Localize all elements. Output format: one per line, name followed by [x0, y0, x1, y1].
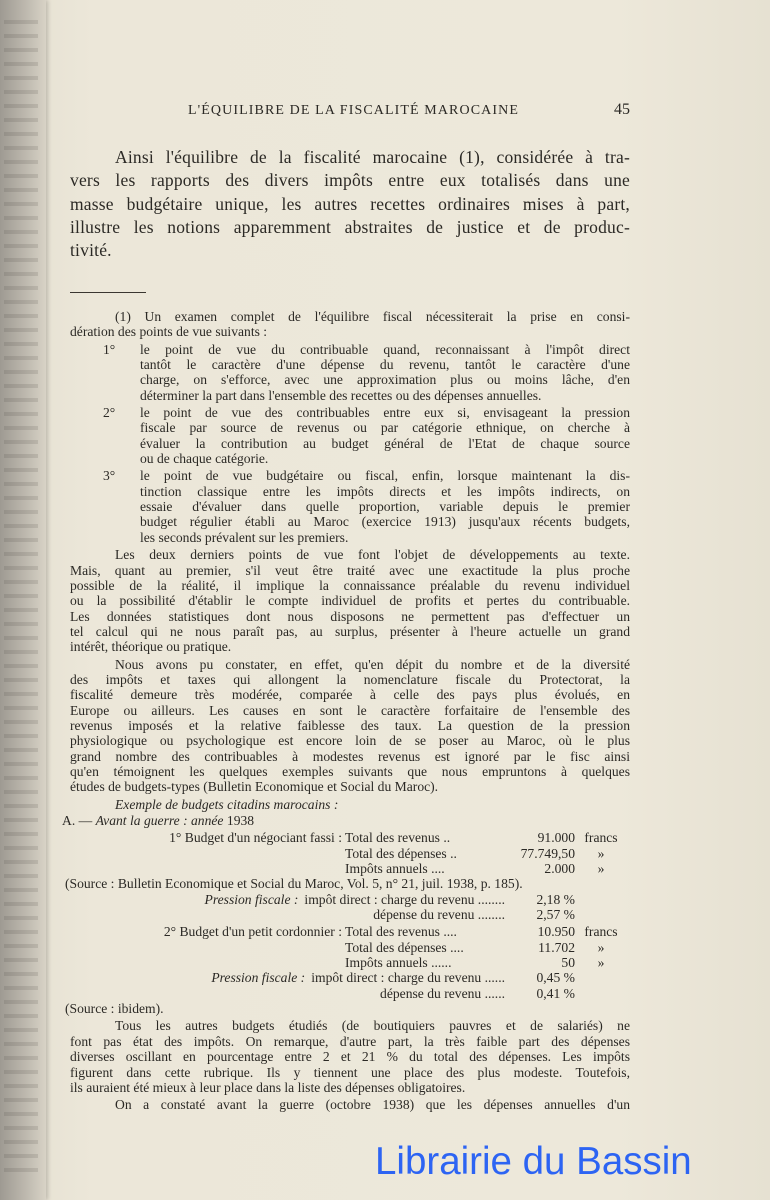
- budget-label: 1° Budget d'un négociant fassi :: [169, 830, 342, 846]
- pression-label: Pression fiscale :: [211, 970, 306, 986]
- text-line: dération des points de vue suivants :: [70, 324, 268, 340]
- text-line: font pas état des impôts. On remarque, d'autre part, la très faible part des dépenses: [70, 1033, 630, 1049]
- point-number: 1°: [103, 341, 116, 357]
- budget-label: [62, 940, 345, 955]
- row-description: Impôts annuels ....: [345, 861, 445, 877]
- budget-row: [62, 846, 627, 861]
- example-heading: [70, 797, 630, 812]
- row-description: Total des dépenses ..: [345, 845, 457, 861]
- text-line: fiscalité demeure très modérée, comparée à celle des pays plus évolués, en: [70, 687, 630, 703]
- text-line: diverses oscillant en pourcentage entre 2 et 21 % du total des dépenses. Les impôts: [70, 1049, 630, 1065]
- pression-value: 0,45 %: [536, 970, 575, 986]
- text-line: qu'en témoignent les quelques exemples suivants que nous empruntons à quelques: [70, 763, 630, 779]
- text-line: Les données statistiques dont nous disposons ne permettent pas d'effectuer un: [70, 608, 630, 624]
- footnote-rule: [70, 292, 146, 293]
- pression-description: [62, 907, 515, 922]
- paragraph: [70, 146, 630, 262]
- text-line: illustre les notions apparemment abstraites de justice et de produc-: [70, 216, 630, 237]
- budget-label: [62, 955, 345, 970]
- budget-row: [62, 940, 627, 955]
- row-unit: »: [597, 939, 605, 955]
- row-unit: francs: [584, 830, 618, 846]
- paragraph: [70, 547, 630, 654]
- row-value: 10.950: [537, 924, 575, 940]
- text-line: Nous avons pu constater, en effet, qu'en dépit du nombre et de la diversité: [115, 656, 630, 672]
- source-note: (Source : ibidem).: [65, 1001, 164, 1017]
- text-line: le point de vue du contribuable quand, reconnaissant à l'impôt direct: [140, 341, 630, 357]
- text-line: physiologique ou psychologique est encore loin de se poser au Maroc, où le plus: [70, 733, 630, 749]
- section-heading: [62, 813, 627, 828]
- text-line: les seconds prévalent sur les premiers.: [140, 529, 349, 545]
- text-line: possible de la réalité, il implique la connaissance préalable du revenu individuel: [70, 577, 630, 593]
- pression-label: Pression fiscale :: [204, 891, 299, 907]
- source-note: (Source : Bulletin Economique et Social du Maroc, Vol. 5, n° 21, juil. 1938, p. 185).: [65, 876, 523, 892]
- pression-text: impôt direct : charge du revenu ......: [311, 970, 505, 986]
- text-line: grand nombre des contribuables à modestes revenus est ignoré par le fisc ainsi: [70, 748, 630, 764]
- row-value: 91.000: [537, 830, 575, 846]
- row-unit: »: [597, 955, 605, 971]
- text-line: le point de vue budgétaire ou fiscal, enfin, lorsque maintenant la dis-: [140, 468, 630, 484]
- text-line: ou la possibilité d'établir le compte individuel de profits et pertes du contribuable.: [70, 593, 630, 609]
- watermark: Librairie du Bassin: [375, 1140, 692, 1183]
- section-title: Avant la guerre : année: [95, 813, 224, 828]
- text-line: tel calcul qui ne nous paraît pas, au surplus, présenter à l'heure actuelle un grand: [70, 623, 630, 639]
- text-line: déterminer la part dans l'ensemble des recettes ou des dépenses annuelles.: [140, 387, 542, 403]
- pression-row: [62, 986, 627, 1001]
- budget-row: [62, 830, 627, 845]
- row-value: 11.702: [538, 939, 575, 955]
- text-line: figurent dans cette rubrique. Ils y tiennent une place des plus modeste. Toutefois,: [70, 1064, 630, 1080]
- row-value: 2.000: [544, 861, 575, 877]
- pression-text: dépense du revenu ......: [380, 985, 505, 1001]
- pression-text: impôt direct : charge du revenu ........: [304, 891, 505, 907]
- text-line: vers les rapports des divers impôts entre eux totalisés dans une: [70, 170, 630, 191]
- row-value: 77.749,50: [520, 845, 575, 861]
- pression-text: dépense du revenu ........: [373, 907, 505, 923]
- section-prefix: A. —: [62, 813, 93, 828]
- example-heading-text: Exemple de budgets citadins marocains :: [115, 796, 339, 812]
- budget-examples-table: [62, 813, 627, 1016]
- text-line: intérêt, théorique ou pratique.: [70, 639, 232, 655]
- row-unit: »: [597, 845, 605, 861]
- budget-row: [62, 955, 627, 970]
- paragraph: [70, 1018, 630, 1095]
- row-description: Impôts annuels ......: [345, 955, 452, 971]
- text-line: tantôt le caractère d'une dépense du revenu, tantôt le caractère d'une: [140, 357, 630, 373]
- paragraph: [70, 1097, 630, 1112]
- budget-label: 2° Budget d'un petit cordonnier :: [163, 924, 342, 940]
- text-line: Mais, quant au premier, s'il veut être traité avec une exactitude la plus proche: [70, 562, 630, 578]
- text-line: charge, on s'efforce, avec une approximation plus ou moins lâche, d'en: [140, 372, 630, 388]
- budget-row: [62, 924, 627, 939]
- page-header: [70, 103, 630, 123]
- running-title: L'ÉQUILIBRE DE LA FISCALITÉ MAROCAINE: [188, 103, 519, 118]
- row-description: Total des revenus ....: [345, 924, 457, 940]
- text-line: revenus imposés et la relative faiblesse des taux. La question de la pression: [70, 717, 630, 733]
- text-line: budget régulier établi au Maroc (exercice 1913) jusqu'aux récents budgets,: [140, 514, 630, 530]
- budget-label: [62, 846, 345, 861]
- adjacent-page-edge: [0, 0, 46, 1200]
- row-description: Total des revenus ..: [345, 830, 451, 846]
- pression-value: 2,57 %: [536, 907, 575, 923]
- text-line: masse budgétaire unique, les autres recettes ordinaires mises à part,: [70, 193, 630, 214]
- text-line: évaluer la contribution au budget général de l'Etat de chaque source: [140, 435, 630, 451]
- text-line: On a constaté avant la guerre (octobre 1938) que les dépenses annuelles d'un: [115, 1097, 630, 1113]
- budget-row: [62, 861, 627, 876]
- pression-description: [62, 970, 515, 985]
- budget-label: [62, 861, 345, 876]
- paragraph: [70, 657, 630, 795]
- footnote-point: [70, 342, 630, 403]
- point-number: 3°: [103, 468, 116, 484]
- text-line: Les deux derniers points de vue font l'objet de développements au texte.: [115, 547, 630, 563]
- pression-row: [62, 907, 627, 922]
- footnote-point: [70, 468, 630, 545]
- row-unit: francs: [584, 924, 618, 940]
- text-line: essaie d'évaluer dans quelle proportion, variable depuis le premier: [140, 499, 630, 515]
- row-value: 50: [561, 955, 575, 971]
- text-line: le point de vue des contribuables entre eux si, envisageant la pression: [140, 405, 630, 421]
- footnote-intro: [70, 309, 630, 340]
- text-line: ou de chaque catégorie.: [140, 451, 269, 467]
- text-line: des impôts et taxes qui allongent la nomenclature fiscale du Protectorat, la: [70, 671, 630, 687]
- footnote-point: [70, 405, 630, 466]
- main-paragraph: [70, 146, 630, 264]
- pression-description: [62, 892, 515, 907]
- pression-value: 0,41 %: [536, 985, 575, 1001]
- text-line: (1) Un examen complet de l'équilibre fiscal nécessiterait la prise en consi-: [115, 309, 630, 324]
- text-line: études de budgets-types (Bulletin Economique et Social du Maroc).: [70, 779, 439, 795]
- pression-value: 2,18 %: [536, 891, 575, 907]
- page-number: 45: [614, 101, 630, 118]
- pression-row: [62, 970, 627, 985]
- row-description: Total des dépenses ....: [345, 939, 464, 955]
- section-year: 1938: [226, 813, 255, 828]
- point-number: 2°: [103, 405, 116, 421]
- pression-description: [62, 986, 515, 1001]
- pression-row: [62, 892, 627, 907]
- text-line: fiscale par source de revenus ou par catégorie ethnique, on cherche à: [140, 420, 630, 436]
- text-line: Europe ou ailleurs. Les causes en sont le caractère forfaitaire de l'ensemble des: [70, 702, 630, 718]
- text-line: tivité.: [70, 240, 112, 261]
- text-line: Ainsi l'équilibre de la fiscalité marocaine (1), considérée à tra-: [115, 147, 630, 167]
- text-line: Tous les autres budgets étudiés (de boutiquiers pauvres et de salariés) ne: [115, 1018, 630, 1034]
- footnote: [62, 309, 630, 1115]
- text-line: tinction classique entre les impôts directs et les impôts indirects, on: [140, 483, 630, 499]
- text-line: ils auraient été mieux à leur place dans la liste des dépenses obligatoires.: [70, 1079, 466, 1095]
- row-unit: »: [597, 861, 605, 877]
